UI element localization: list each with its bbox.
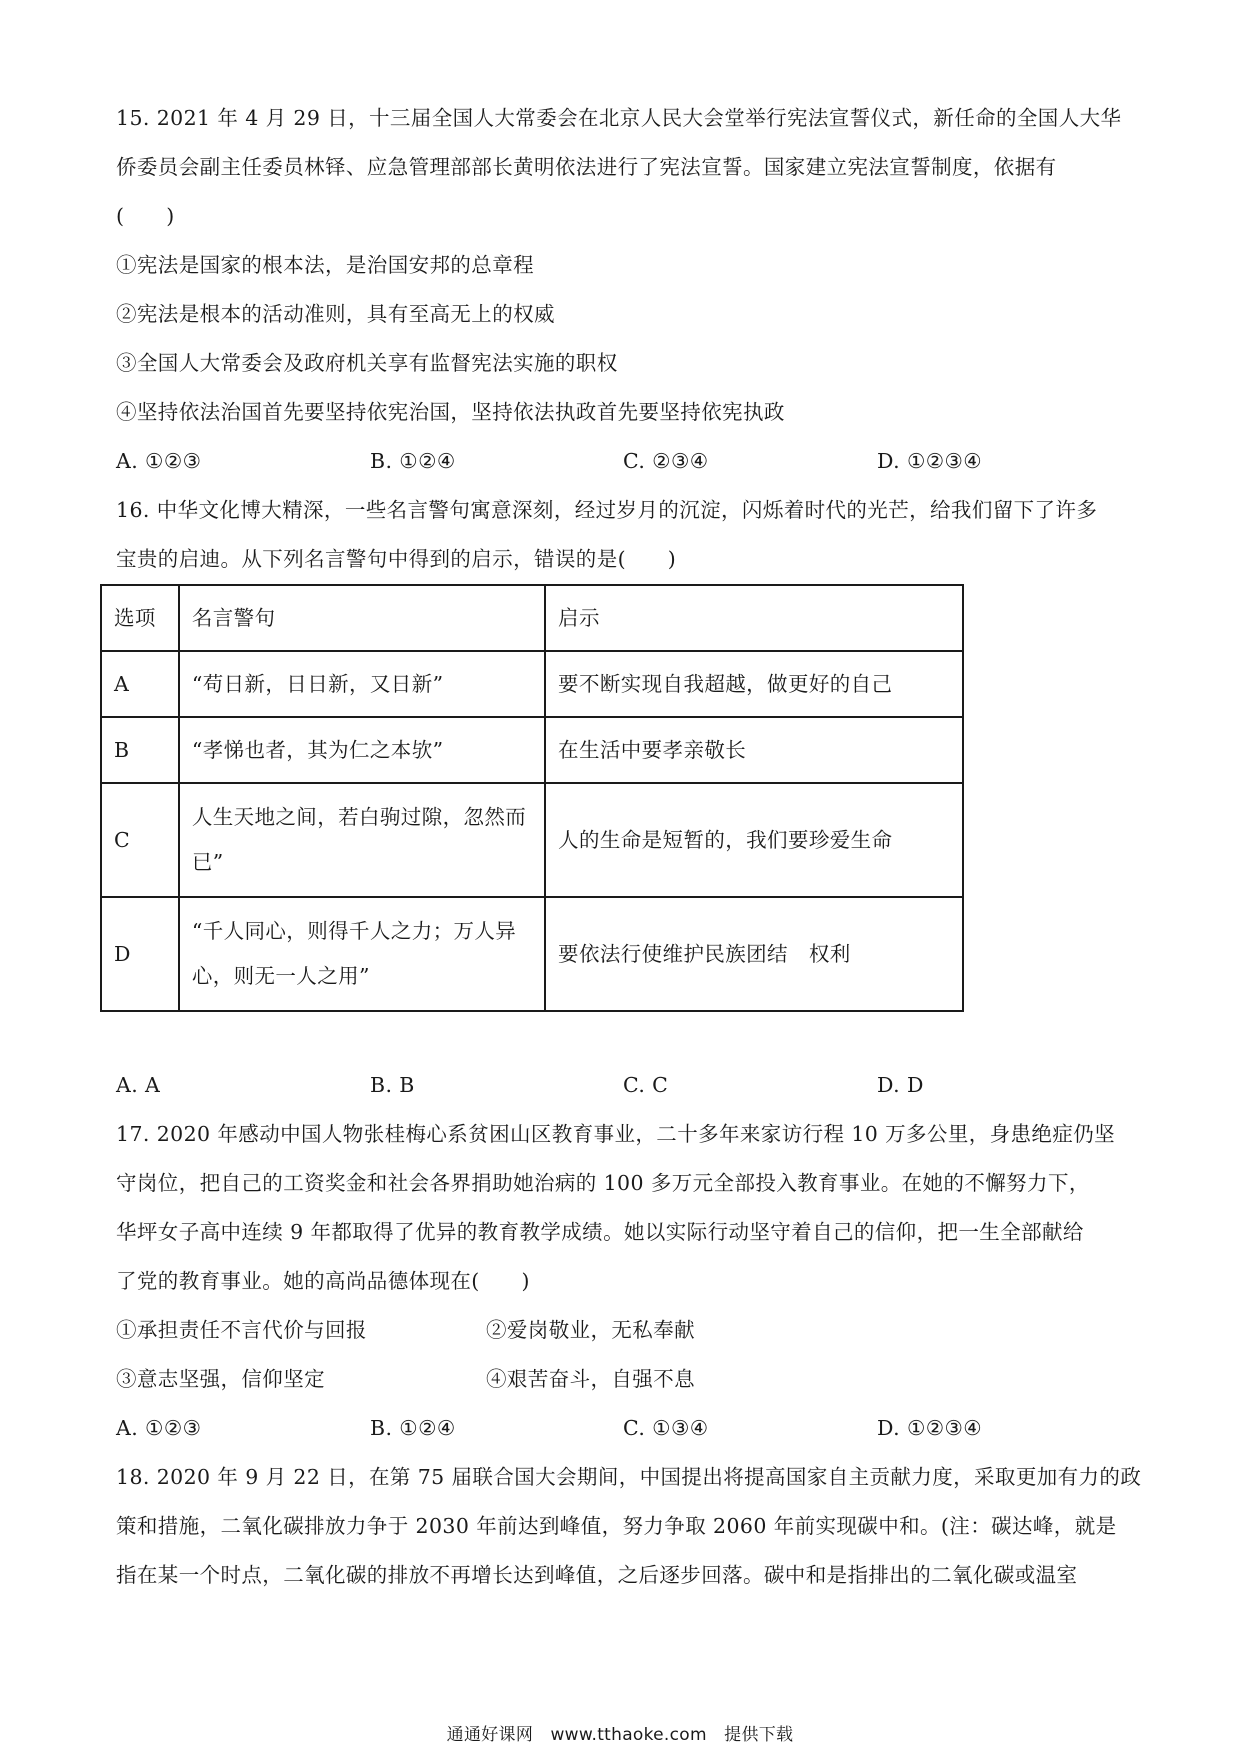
q16-option-b: B. B	[370, 1073, 415, 1097]
row-b-option: B	[101, 717, 179, 783]
q18-stem-line-3: 指在某一个时点，二氧化碳的排放不再增长达到峰值，之后逐步回落。碳中和是指排出的二氧化碳或温室	[116, 1563, 1078, 1587]
header-proverb: 名言警句	[179, 585, 545, 651]
row-c-proverb	[179, 783, 545, 897]
q17-option-c: C. ①③④	[623, 1416, 709, 1440]
table-row	[101, 717, 963, 783]
q16-option-a: A. A	[116, 1073, 161, 1097]
q16-stem-line-2: 宝贵的启迪。从下列名言警句中得到的启示，错误的是( )	[116, 547, 677, 571]
page-footer: 通通好课网 www.tthaoke.com 提供下载	[446, 1725, 794, 1745]
q17-stem-line-4: 了党的教育事业。她的高尚品德体现在( )	[116, 1269, 530, 1293]
table-row	[101, 897, 963, 1011]
q17-option-b: B. ①②④	[370, 1416, 456, 1440]
row-c-proverb-line-2: 已”	[191, 850, 224, 874]
q16-stem-line-1: 16. 中华文化博大精深，一些名言警句寓意深刻，经过岁月的沉淀，闪烁着时代的光芒，给我们留下了许多	[116, 498, 1098, 522]
header-option: 选项	[101, 585, 179, 651]
q15-statement-1: ①宪法是国家的根本法，是治国安邦的总章程	[116, 253, 534, 277]
row-d-proverb-line-2: 心，则无一人之用”	[191, 964, 370, 988]
q15-statement-4: ④坚持依法治国首先要坚持依宪治国，坚持依法执政首先要坚持依宪执政	[116, 400, 785, 424]
q17-statement-1: ①承担责任不言代价与回报	[116, 1318, 367, 1342]
row-c-lesson: 人的生命是短暂的，我们要珍爱生命	[545, 783, 963, 897]
row-d-proverb-line-1: “千人同心，则得千人之力；万人异	[191, 919, 517, 943]
row-d-proverb	[179, 897, 545, 1011]
row-d-lesson: 要依法行使维护民族团结 权利	[545, 897, 963, 1011]
q15-statement-2: ②宪法是根本的活动准则，具有至高无上的权威	[116, 302, 555, 326]
q18-stem-line-2: 策和措施，二氧化碳排放力争于 2030 年前达到峰值，努力争取 2060 年前实现碳中和。(注：碳达峰，就是	[116, 1514, 1117, 1538]
header-lesson: 启示	[545, 585, 963, 651]
q17-statement-3: ③意志坚强，信仰坚定	[116, 1367, 325, 1391]
row-a-lesson: 要不断实现自我超越，做更好的自己	[545, 651, 963, 717]
q15-stem-line-1: 15. 2021 年 4 月 29 日，十三届全国人大常委会在北京人民大会堂举行宪法宣誓仪式，新任命的全国人大华	[116, 106, 1122, 130]
q17-stem-line-3: 华坪女子高中连续 9 年都取得了优异的教育教学成绩。她以实际行动坚守着自己的信仰，把一生全部献给	[116, 1220, 1084, 1244]
table-row	[101, 651, 963, 717]
q17-statement-4: ④艰苦奋斗，自强不息	[486, 1367, 695, 1391]
q17-stem-line-2: 守岗位，把自己的工资奖金和社会各界捐助她治病的 100 多万元全部投入教育事业。在她的不懈努力下，	[116, 1171, 1090, 1195]
q15-option-b: B. ①②④	[370, 449, 456, 473]
q17-option-a: A. ①②③	[116, 1416, 202, 1440]
q16-option-c: C. C	[623, 1073, 669, 1097]
row-b-proverb: “孝悌也者，其为仁之本欤”	[179, 717, 545, 783]
row-c-option: C	[101, 783, 179, 897]
q15-option-d: D. ①②③④	[877, 449, 983, 473]
q17-option-d: D. ①②③④	[877, 1416, 983, 1440]
q15-option-a: A. ①②③	[116, 449, 202, 473]
table-header-row	[101, 585, 963, 651]
q17-statement-2: ②爱岗敬业，无私奉献	[486, 1318, 695, 1342]
proverb-table	[100, 584, 964, 1012]
q15-answer-blank: ( )	[116, 204, 175, 228]
q15-option-c: C. ②③④	[623, 449, 709, 473]
row-d-option: D	[101, 897, 179, 1011]
row-c-proverb-line-1: 人生天地之间，若白驹过隙，忽然而	[191, 805, 527, 829]
row-a-proverb: “苟日新，日日新，又日新”	[179, 651, 545, 717]
q18-stem-line-1: 18. 2020 年 9 月 22 日，在第 75 届联合国大会期间，中国提出将提高国家自主贡献力度，采取更加有力的政	[116, 1465, 1142, 1489]
row-a-option: A	[101, 651, 179, 717]
row-b-lesson: 在生活中要孝亲敬长	[545, 717, 963, 783]
table-row	[101, 783, 963, 897]
q15-statement-3: ③全国人大常委会及政府机关享有监督宪法实施的职权	[116, 351, 618, 375]
q16-option-d: D. D	[877, 1073, 924, 1097]
q15-stem-line-2: 侨委员会副主任委员林铎、应急管理部部长黄明依法进行了宪法宣誓。国家建立宪法宣誓制度，依据有	[116, 155, 1057, 179]
q17-stem-line-1: 17. 2020 年感动中国人物张桂梅心系贫困山区教育事业，二十多年来家访行程 10 万多公里，身患绝症仍坚	[116, 1122, 1116, 1146]
